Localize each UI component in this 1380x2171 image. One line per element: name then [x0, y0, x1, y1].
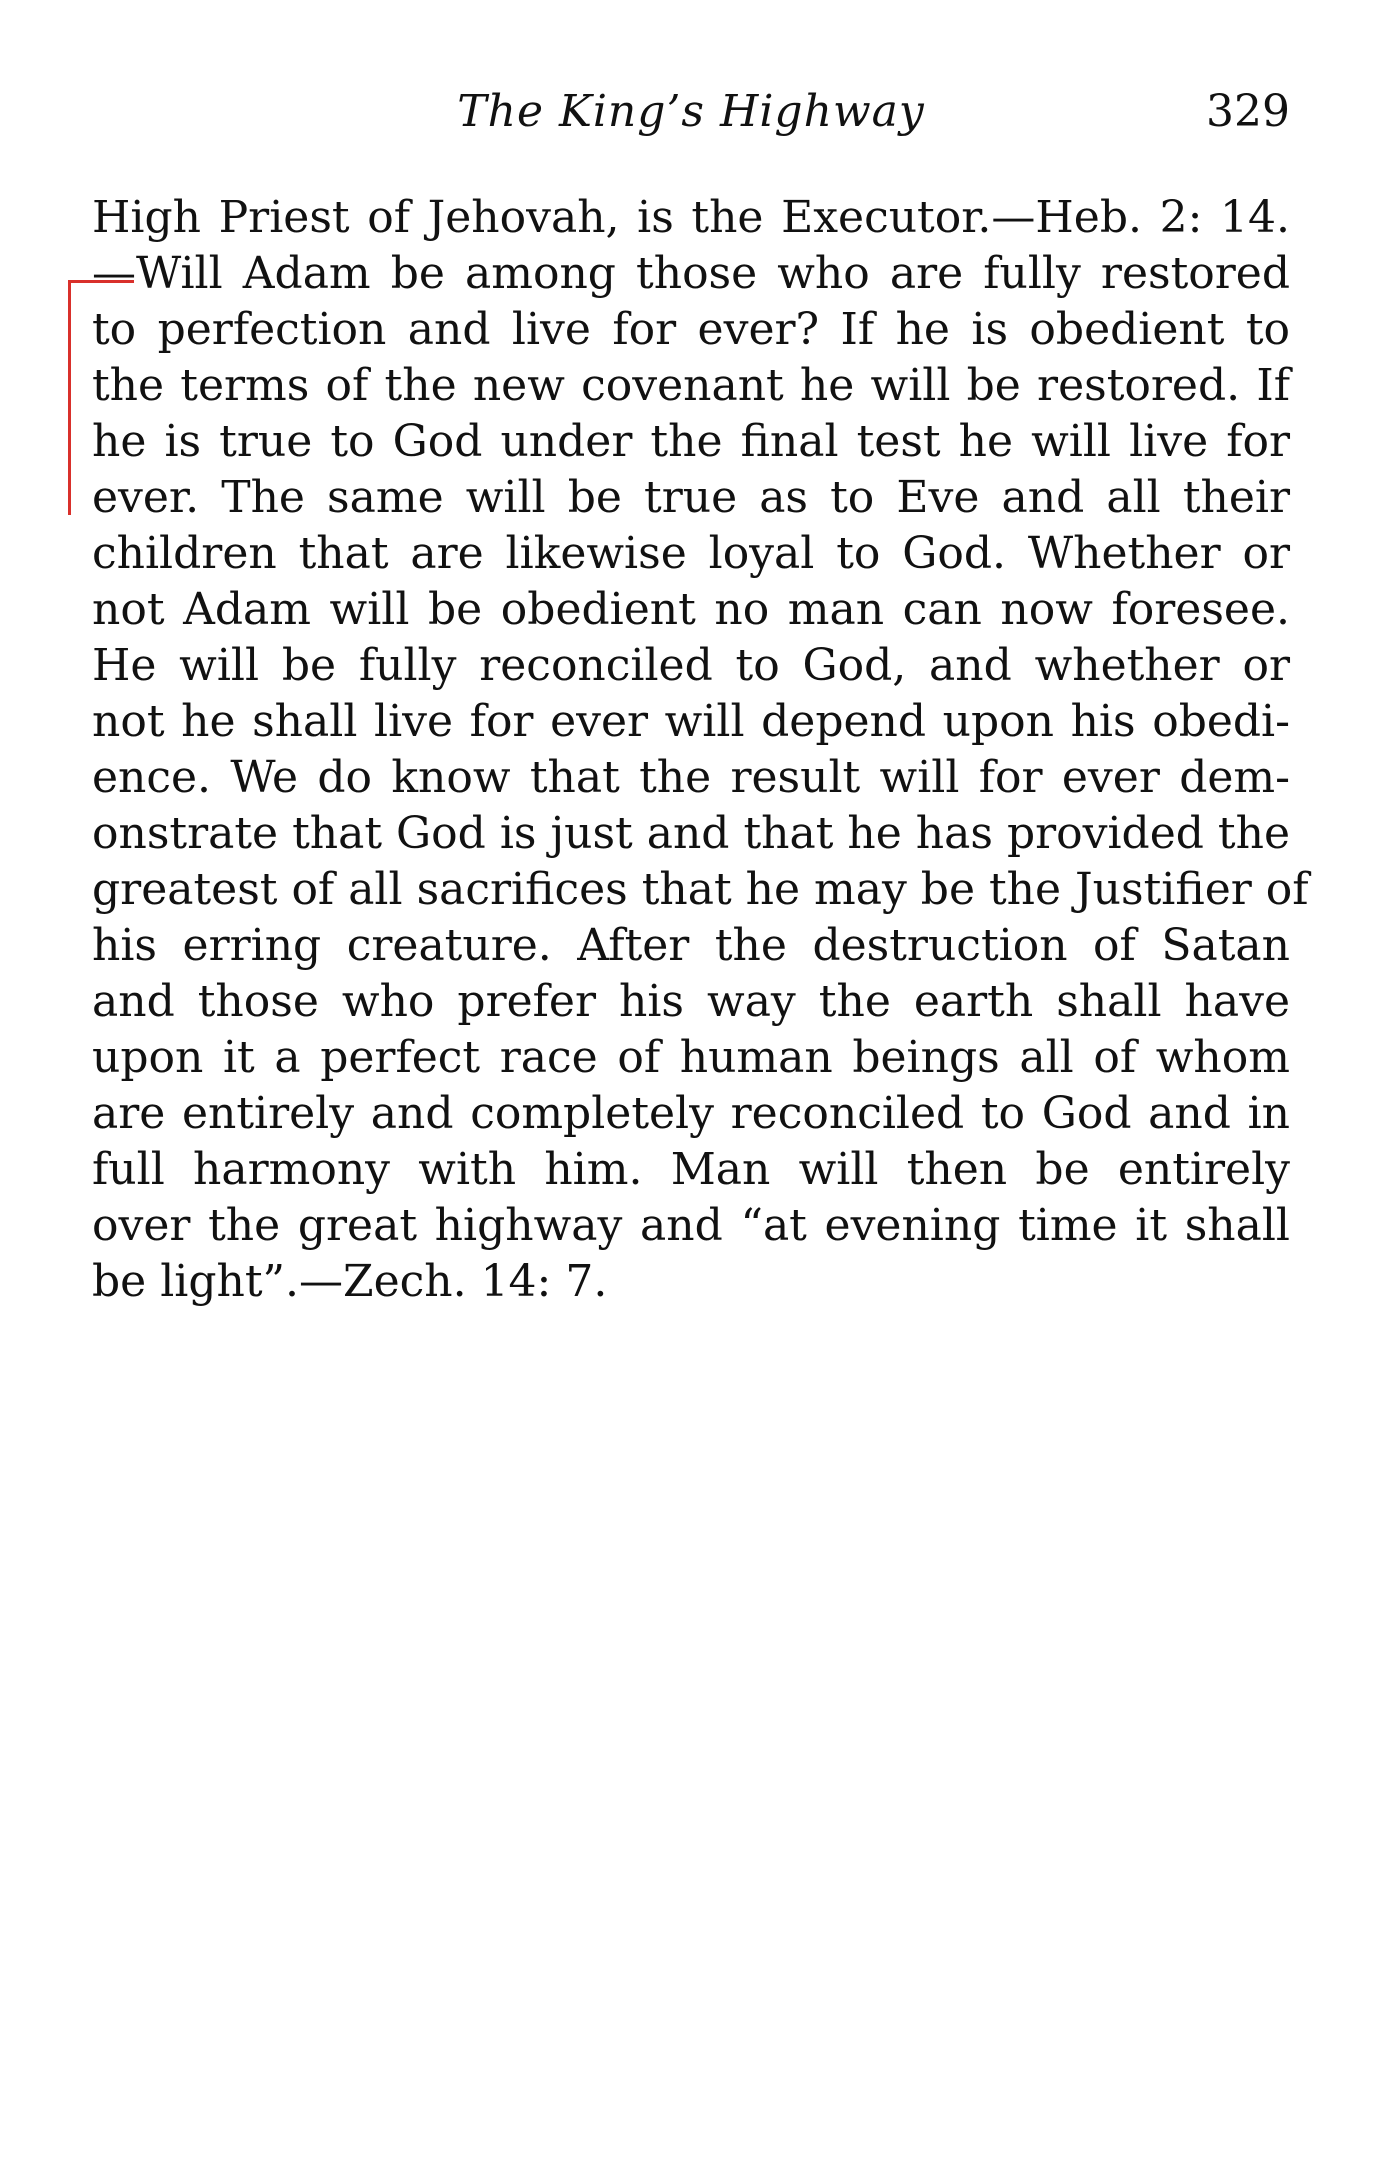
text-line: greatest of all sacrifices that he may be the Justifier of: [92, 864, 1309, 915]
text-line: to perfection and live for ever? If he is obedient to: [92, 304, 1290, 355]
text-line: onstrate that God is just and that he has provided the: [92, 808, 1290, 859]
text-line: are entirely and completely reconciled to God and in: [92, 1088, 1290, 1139]
text-line: High Priest of Jehovah, is the Executor.—Heb. 2: 14.: [92, 192, 1290, 243]
text-line: not Adam will be obedient no man can now foresee.: [92, 584, 1290, 635]
text-line: He will be fully reconciled to God, and whether or: [92, 640, 1290, 691]
text-line: children that are likewise loyal to God. Whether or: [92, 528, 1290, 579]
text-line: full harmony with him. Man will then be entirely: [92, 1144, 1290, 1195]
page-number: 329: [1206, 86, 1290, 137]
text-line: the terms of the new covenant he will be restored. If: [92, 360, 1290, 411]
text-line: upon it a perfect race of human beings all of whom: [92, 1032, 1290, 1083]
text-line: he is true to God under the final test he will live for: [92, 416, 1290, 467]
text-line: his erring creature. After the destruction of Satan: [92, 920, 1290, 971]
text-line: ence. We do know that the result will for ever dem-: [92, 752, 1290, 803]
text-line: be light”.—Zech. 14: 7.: [92, 1256, 608, 1307]
text-line: over the great highway and “at evening time it shall: [92, 1200, 1290, 1251]
running-header: [92, 82, 1290, 142]
text-line: not he shall live for ever will depend upon his obedi-: [92, 696, 1290, 747]
text-line: and those who prefer his way the earth shall have: [92, 976, 1290, 1027]
running-title: The King’s Highway: [457, 86, 925, 137]
text-line: —Will Adam be among those who are fully restored: [92, 248, 1290, 299]
body-paragraph: [92, 190, 1309, 1310]
text-line: ever. The same will be true as to Eve and all their: [92, 472, 1290, 523]
